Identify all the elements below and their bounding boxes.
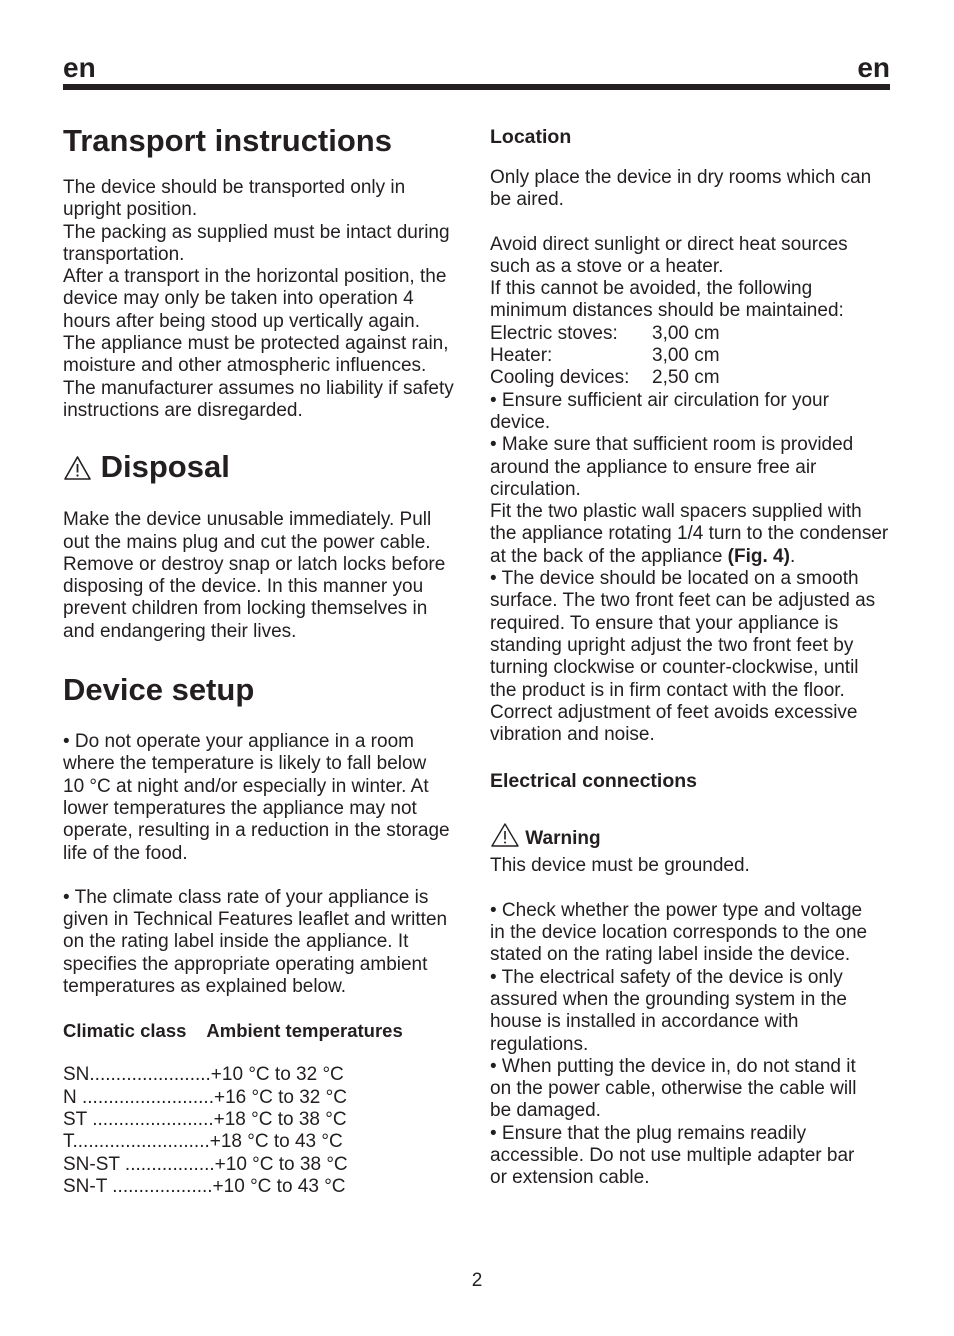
language-label-right: en — [857, 52, 890, 83]
climate-row: SN.......................+10 °C to 32 °C — [63, 1064, 344, 1086]
climate-class-header — [63, 1020, 473, 1042]
location-para-3 — [490, 390, 900, 568]
language-label-left: en — [63, 52, 96, 83]
location-heading: Location — [490, 126, 572, 148]
warning-triangle-icon — [490, 822, 520, 855]
setup-para-2: • The climate class rate of your appliance is given in Technical Features leaflet and written on the rating label inside the appliance. It specifies the appropriate operating ambient temperatures as explained below. — [63, 886, 448, 998]
header-rule — [63, 84, 890, 90]
climate-row: SN-T ...................+10 °C to 43 °C — [63, 1175, 346, 1197]
climate-row: T..........................+18 °C to 43 °C — [63, 1131, 343, 1153]
distance-row — [490, 323, 900, 345]
air-circulation-text: • Ensure sufficient air circulation for your device. • Make sure that sufficient room is provided around the appliance to ensure free air circulation. Fit the two plastic wall spacers supplied with the appliance rotating 1/4 turn to the condenser at the back of the appliance — [490, 389, 889, 567]
transport-body: The device should be transported only in upright position. The packing as supplied must be intact during transportation. After a transport in the horizontal position, the device may only be taken into operation 4 hours after being stood up vertically again. The appliance must be protected against rain, moisture and other atmospheric influences. The manufacturer assumes no liability if safety instructions are disregarded. — [63, 177, 454, 421]
electrical-body: • Check whether the power type and voltage in the device location corresponds to the one stated on the rating label inside the device. • The electrical safety of the device is only assured when the grounding system in the house is installed in accordance with regulations. • When putting the device in, do not stand it on the power cable, otherwise the cable will be damaged. • Ensure that the plug remains readily accessible. Do not use multiple adapter bar or extension cable. — [490, 899, 868, 1189]
warning-line — [490, 822, 900, 855]
disposal-heading — [63, 444, 473, 494]
distance-label: Electric stoves: — [490, 322, 618, 344]
setup-para-1: • Do not operate your appliance in a room where the temperature is likely to fall below 10 °C at night and/or especially in winter. At lower temperatures the appliance may not operate, resulting in a reduction in the storage life of the food. — [63, 731, 450, 864]
distance-row — [490, 345, 900, 367]
location-para-2: Avoid direct sunlight or direct heat sources such as a stove or a heater. If this cannot be avoided, the following minimum distances should be maintained: — [490, 233, 848, 322]
left-column — [63, 118, 473, 1198]
distance-row — [490, 367, 900, 389]
grounded-text: This device must be grounded. — [490, 855, 750, 877]
climate-class-col1: Climatic class — [63, 1020, 187, 1042]
climate-class-table — [63, 1064, 473, 1198]
page-number: 2 — [471, 1270, 483, 1291]
disposal-title: Disposal — [100, 449, 230, 485]
fig-reference-end: . — [789, 545, 796, 567]
distance-value: 2,50 cm — [652, 367, 720, 389]
disposal-body: Make the device unusable immediately. Pull out the mains plug and cut the power cable. Remove or destroy snap or latch locks before disposing of the device. In this manner you prevent children from locking themselves in and endangering their lives. — [63, 509, 446, 642]
fig-reference: (Fig. 4) — [727, 545, 790, 567]
transport-heading: Transport instructions — [63, 123, 392, 158]
climate-row: N .........................+16 °C to 32 °C — [63, 1086, 347, 1108]
electrical-heading: Electrical connections — [490, 770, 697, 793]
climate-row: ST .......................+18 °C to 38 °C — [63, 1108, 347, 1130]
distance-value: 3,00 cm — [652, 345, 720, 367]
distance-label: Cooling devices: — [490, 367, 630, 389]
distance-label: Heater: — [490, 345, 553, 367]
warning-triangle-icon — [63, 448, 92, 494]
distance-value: 3,00 cm — [652, 322, 720, 344]
location-para-4: • The device should be located on a smooth surface. The two front feet can be adjusted as required. To ensure that your appliance is standing upright adjust the two front feet by turning clockwise or counter-clockwise, until the product is in firm contact with the floor. Correct adjustment of feet avoids excessive vibration and noise. — [490, 568, 876, 746]
warning-label: Warning — [525, 828, 601, 850]
climate-class-col2: Ambient temperatures — [206, 1020, 403, 1042]
location-para-1: Only place the device in dry rooms which can be aired. — [490, 167, 872, 211]
right-column — [490, 122, 900, 1190]
climate-row: SN-ST .................+10 °C to 38 °C — [63, 1153, 348, 1175]
distance-table — [490, 323, 900, 390]
device-setup-heading: Device setup — [63, 672, 255, 708]
